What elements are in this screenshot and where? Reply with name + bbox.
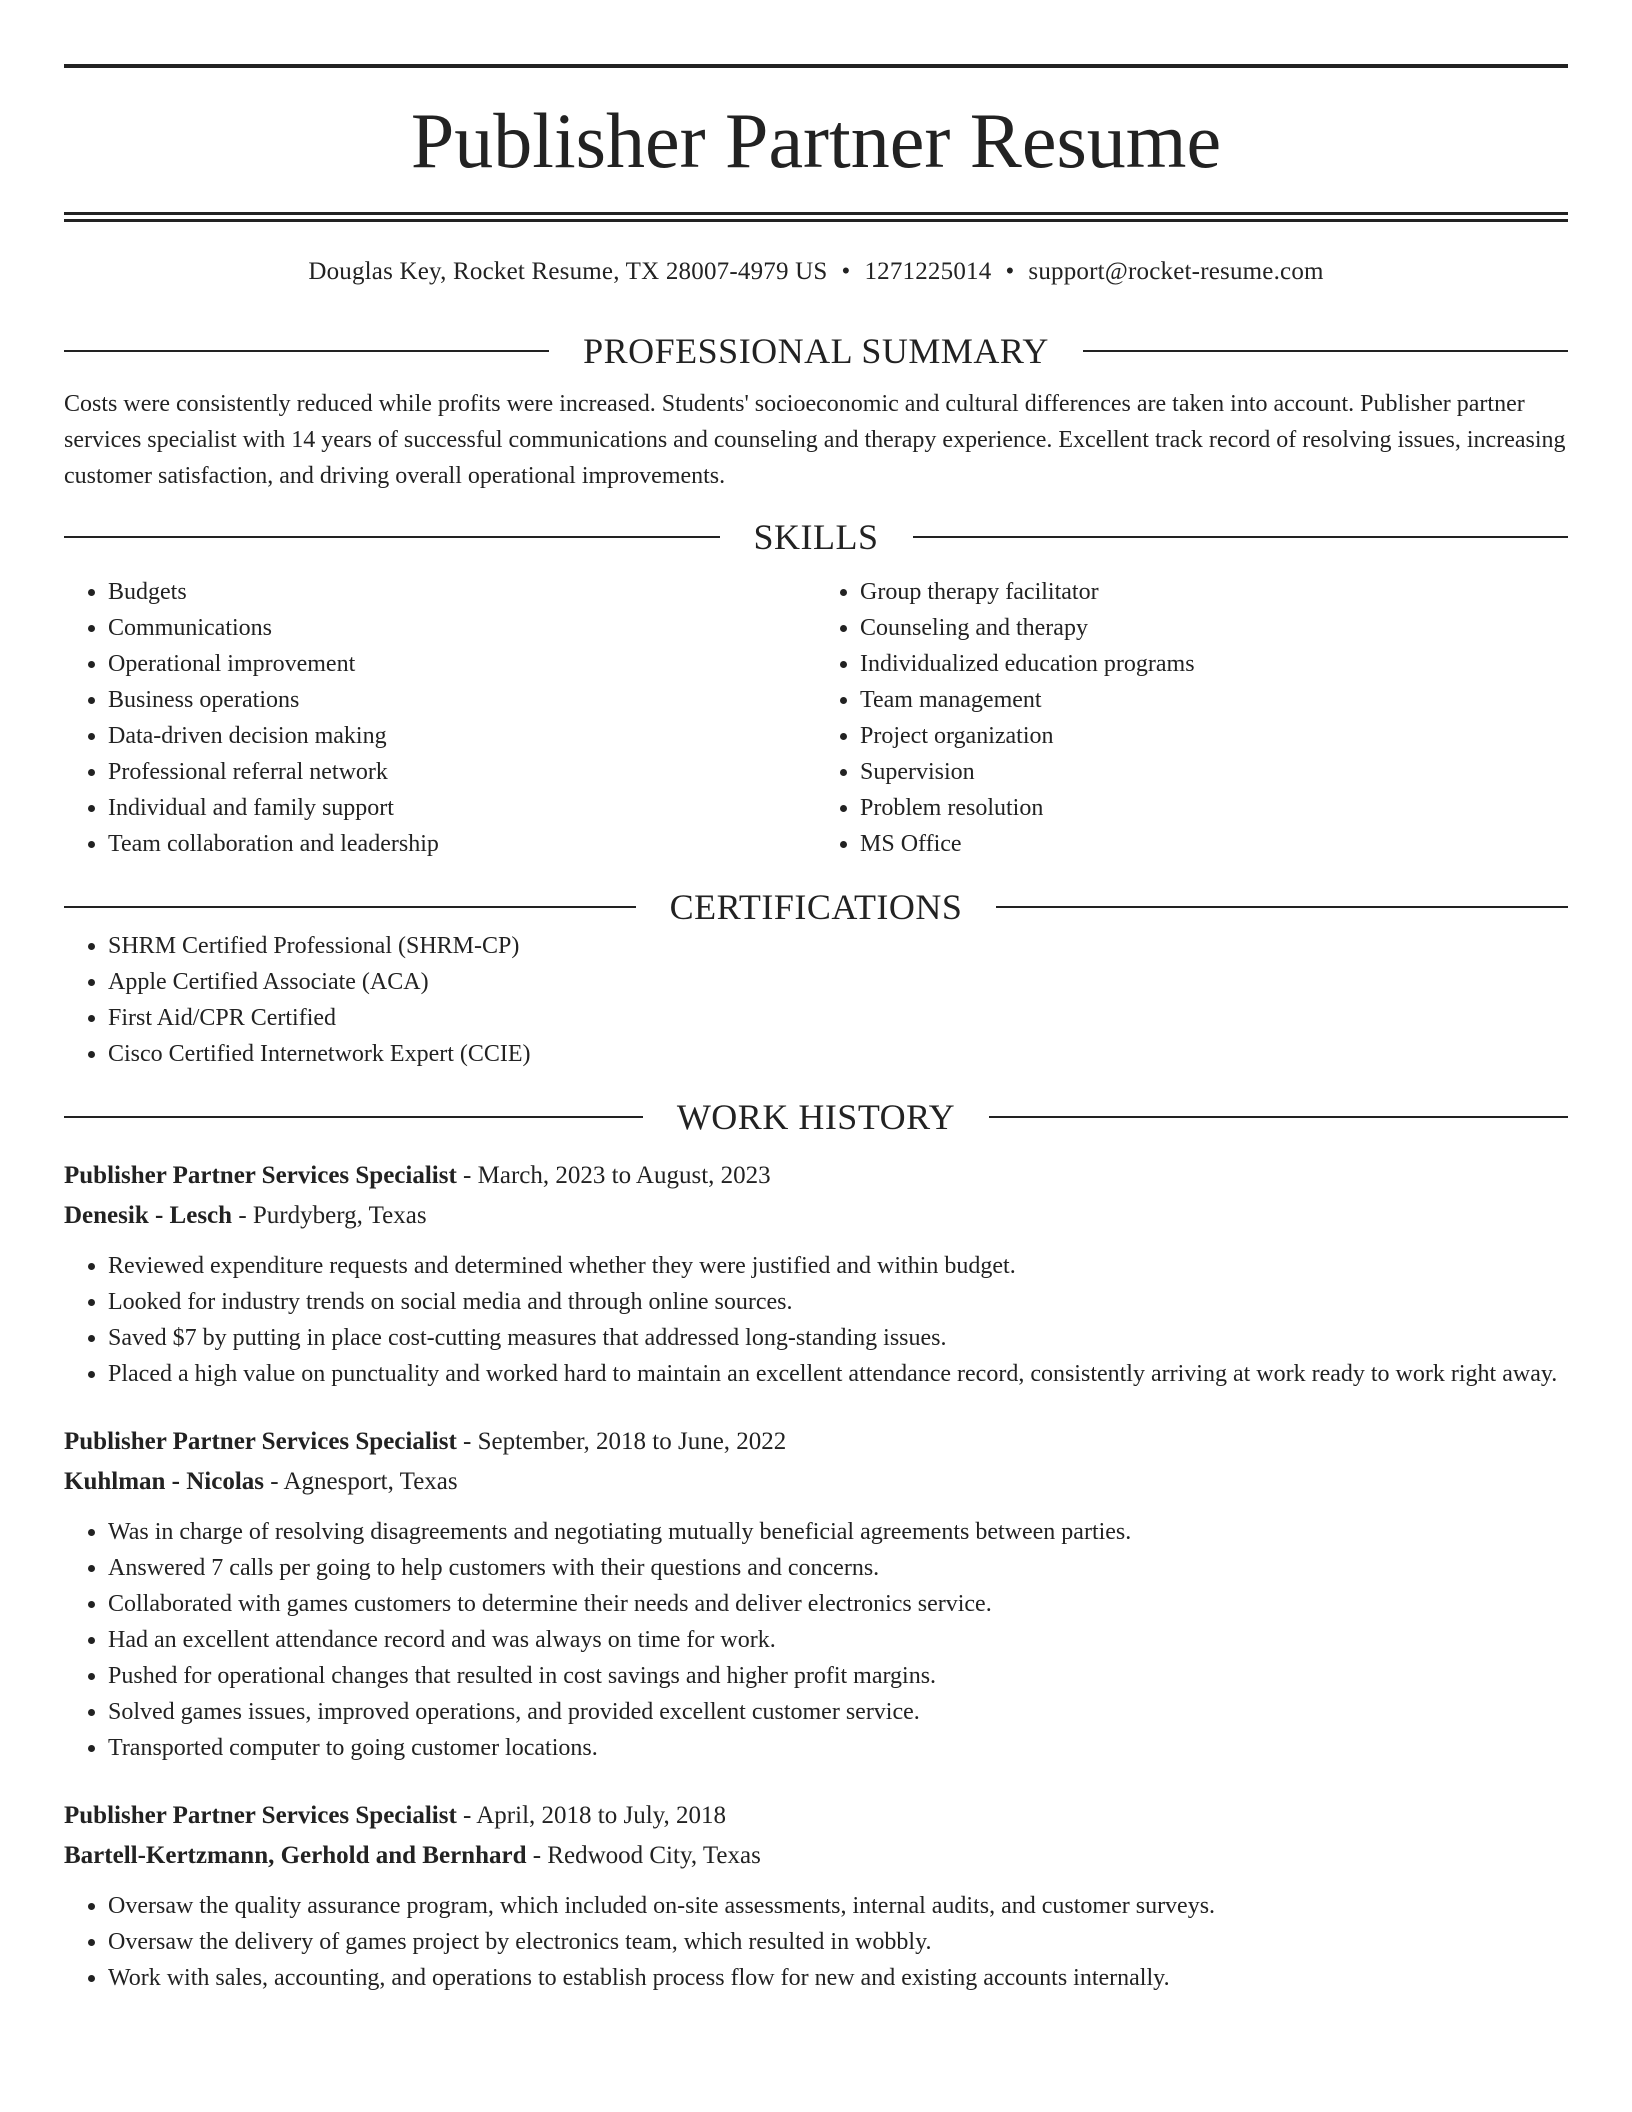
job-title-line (64, 1422, 1568, 1462)
job-bullet: • Placed a high value on punctuality and worked hard to maintain an excellent attendance record, consistently arriving at work ready to work right away. (108, 1356, 1568, 1392)
job-bullets (64, 1514, 1568, 1766)
job-entry (64, 1156, 1568, 1392)
summary-section-header (64, 330, 1568, 372)
job-title-line (64, 1796, 1568, 1836)
job-bullet: • Was in charge of resolving disagreements and negotiating mutually beneficial agreements between parties. (108, 1514, 1568, 1550)
job-title: Publisher Partner Services Specialist (64, 1428, 457, 1455)
skill-item: • Problem resolution (860, 790, 1568, 826)
job-bullet: • Solved games issues, improved operations, and provided excellent customer service. (108, 1694, 1568, 1730)
summary-heading: PROFESSIONAL SUMMARY (583, 331, 1049, 371)
job-bullets (64, 1248, 1568, 1392)
job-bullet: • Had an excellent attendance record and was always on time for work. (108, 1622, 1568, 1658)
skill-item: • Project organization (860, 718, 1568, 754)
skill-item: • Group therapy facilitator (860, 574, 1568, 610)
contact-phone: 1271225014 (864, 258, 992, 285)
job-location: - Purdyberg, Texas (232, 1202, 427, 1229)
skills-list-right (816, 574, 1568, 862)
skill-item: • Budgets (108, 574, 816, 610)
section-rule-right (913, 536, 1569, 538)
job-bullet: • Oversaw the quality assurance program, which included on-site assessments, internal audits, and customer surveys. (108, 1888, 1568, 1924)
skill-item: • MS Office (860, 826, 1568, 862)
skill-item: • Professional referral network (108, 754, 816, 790)
job-title-line (64, 1156, 1568, 1196)
job-bullet: • Work with sales, accounting, and operations to establish process flow for new and existing accounts internally. (108, 1960, 1568, 1996)
skill-item: • Business operations (108, 682, 816, 718)
job-bullet: • Reviewed expenditure requests and determined whether they were justified and within budget. (108, 1248, 1568, 1284)
job-entry (64, 1796, 1568, 1996)
top-rule (64, 64, 1568, 68)
skill-item: • Individual and family support (108, 790, 816, 826)
summary-text: Costs were consistently reduced while profits were increased. Students' socioeconomic and cultural differences are taken into account. Publisher partner services specialist with 14 years of successful communications and counseling and therapy experience. Excellent track record of resolving issues, increasing customer satisfaction, and driving overall operational improvements. (64, 391, 1566, 489)
skill-item: • Counseling and therapy (860, 610, 1568, 646)
skills-section-header (64, 516, 1568, 558)
job-bullet: • Transported computer to going customer locations. (108, 1730, 1568, 1766)
certification-item: • Apple Certified Associate (ACA) (108, 964, 1568, 1000)
section-rule-right (996, 906, 1568, 908)
skill-item: • Supervision (860, 754, 1568, 790)
skill-item: • Individualized education programs (860, 646, 1568, 682)
certifications-list (64, 928, 1568, 1072)
job-bullet: • Answered 7 calls per going to help customers with their questions and concerns. (108, 1550, 1568, 1586)
certification-item: • First Aid/CPR Certified (108, 1000, 1568, 1036)
job-company-line (64, 1462, 1568, 1502)
job-company: Kuhlman - Nicolas (64, 1468, 265, 1495)
skills-list-left (64, 574, 816, 862)
skill-item: • Data-driven decision making (108, 718, 816, 754)
skill-item: • Operational improvement (108, 646, 816, 682)
section-rule-left (64, 906, 636, 908)
section-rule-right (1083, 350, 1568, 352)
contact-line (64, 258, 1568, 286)
job-company: Bartell-Kertzmann, Gerhold and Bernhard (64, 1842, 527, 1869)
job-dates: - March, 2023 to August, 2023 (456, 1162, 771, 1189)
skill-item: • Team management (860, 682, 1568, 718)
section-rule-right (989, 1116, 1568, 1118)
job-company-line (64, 1196, 1568, 1236)
section-rule-left (64, 1116, 643, 1118)
skill-item: • Team collaboration and leadership (108, 826, 816, 862)
job-company: Denesik - Lesch (64, 1202, 233, 1229)
job-bullets (64, 1888, 1568, 1996)
job-entry (64, 1422, 1568, 1766)
work-heading: WORK HISTORY (676, 1097, 956, 1137)
work-history (64, 1156, 1568, 1996)
work-section-header (64, 1096, 1568, 1138)
section-rule-left (64, 536, 720, 538)
skills-grid (64, 574, 1568, 862)
job-title: Publisher Partner Services Specialist (64, 1802, 457, 1829)
job-bullet: • Looked for industry trends on social media and through online sources. (108, 1284, 1568, 1320)
job-location: - Redwood City, Texas (526, 1842, 761, 1869)
job-company-line (64, 1836, 1568, 1876)
contact-separator: • (841, 258, 851, 285)
contact-separator: • (1005, 258, 1015, 285)
section-rule-left (64, 350, 549, 352)
title-double-rule (64, 212, 1568, 222)
job-location: - Agnesport, Texas (264, 1468, 458, 1495)
contact-address: Douglas Key, Rocket Resume, TX 28007-4979 US (308, 258, 828, 285)
certification-item: • Cisco Certified Internetwork Expert (CCIE) (108, 1036, 1568, 1072)
skill-item: • Communications (108, 610, 816, 646)
job-bullet: • Oversaw the delivery of games project by electronics team, which resulted in wobbly. (108, 1924, 1568, 1960)
resume-title: Publisher Partner Resume (410, 97, 1222, 184)
job-bullet: • Pushed for operational changes that resulted in cost savings and higher profit margins. (108, 1658, 1568, 1694)
job-title: Publisher Partner Services Specialist (64, 1162, 457, 1189)
certifications-section-header (64, 886, 1568, 928)
certification-item: • SHRM Certified Professional (SHRM-CP) (108, 928, 1568, 964)
contact-email: support@rocket-resume.com (1028, 258, 1324, 285)
job-dates: - September, 2018 to June, 2022 (456, 1428, 787, 1455)
skills-heading: SKILLS (753, 517, 879, 557)
job-dates: - April, 2018 to July, 2018 (456, 1802, 727, 1829)
job-bullet: • Saved $7 by putting in place cost-cutting measures that addressed long-standing issues. (108, 1320, 1568, 1356)
job-bullet: • Collaborated with games customers to determine their needs and deliver electronics service. (108, 1586, 1568, 1622)
certifications-heading: CERTIFICATIONS (669, 887, 963, 927)
